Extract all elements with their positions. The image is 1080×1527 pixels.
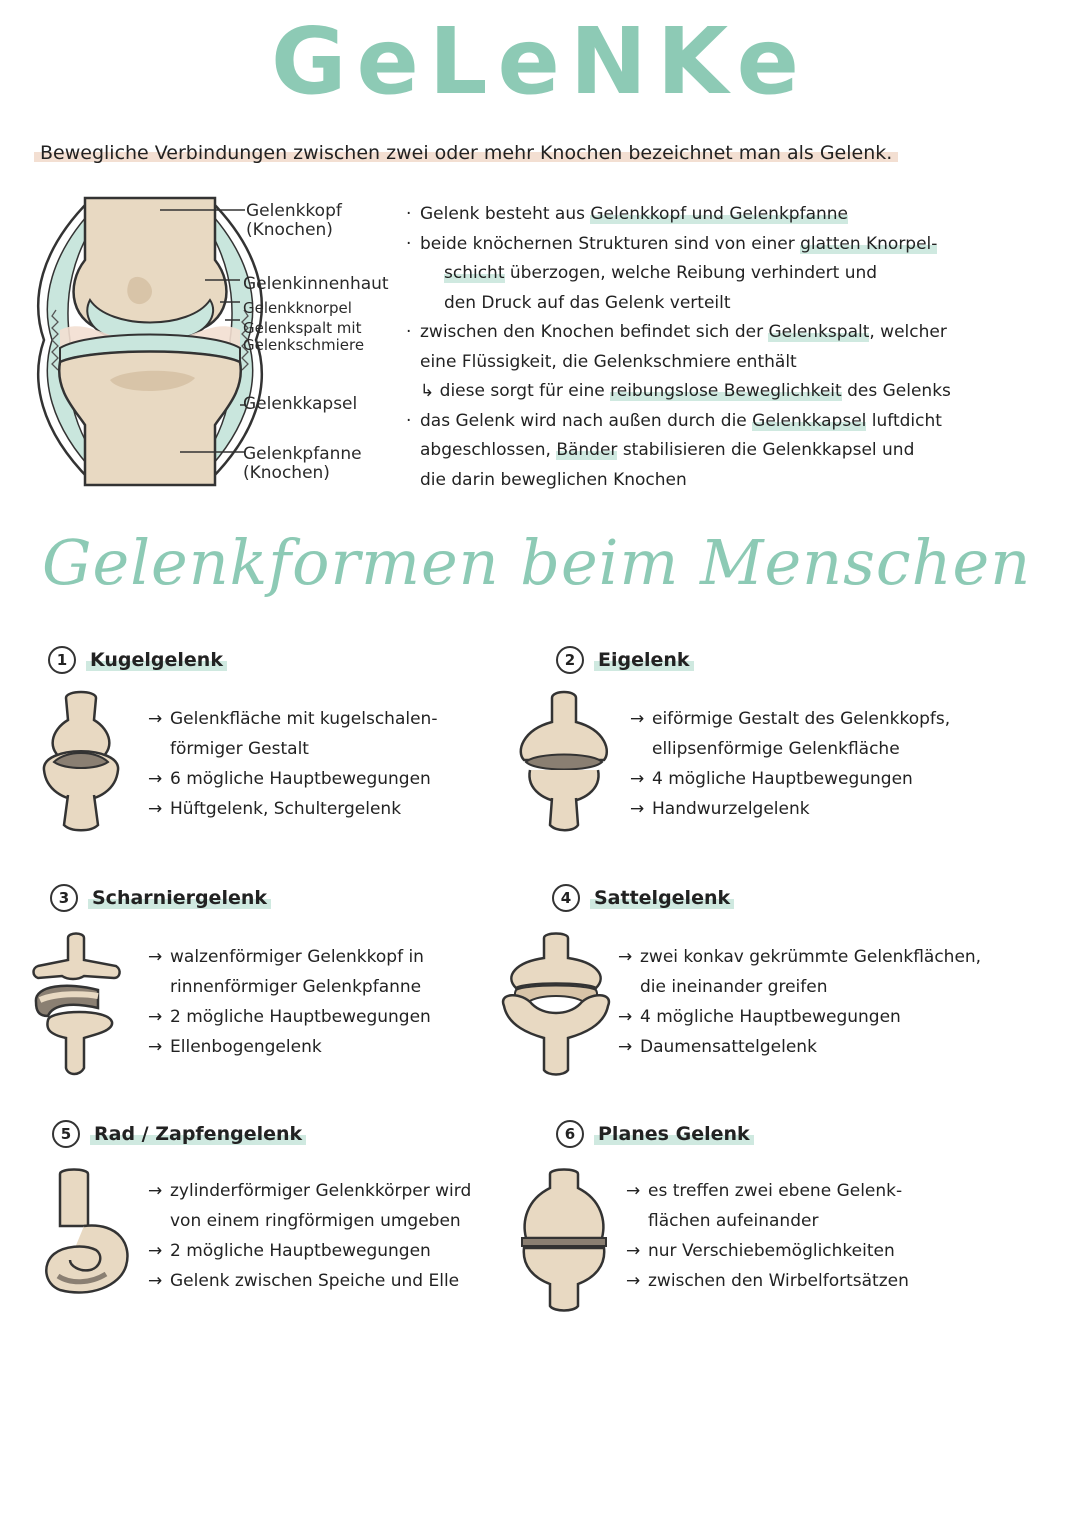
joint-desc-kugelgelenk — [148, 704, 437, 824]
desc-line: flächen aufeinander — [648, 1211, 819, 1231]
desc-line: → Gelenk zwischen Speiche und Elle — [148, 1271, 460, 1291]
joint-desc-sattelgelenk — [618, 942, 981, 1062]
section-subtitle: Gelenkformen beim Menschen — [42, 526, 1032, 599]
desc-line: → Hüftgelenk, Schultergelenk — [148, 799, 402, 819]
joint-desc-radgelenk — [148, 1176, 471, 1296]
note-line: schicht überzogen, welche Reibung verhindert und — [444, 263, 878, 283]
plane-joint-icon — [516, 1166, 612, 1316]
desc-line: → Gelenkfläche mit kugelschalen- — [148, 709, 438, 729]
note-line: abgeschlossen, Bänder stabilisieren die Gelenkkapsel und — [420, 440, 915, 460]
desc-line: → eiförmige Gestalt des Gelenkkopfs, — [630, 709, 951, 729]
saddle-joint-icon — [496, 930, 616, 1080]
joint-title-scharniergelenk: 3 Scharniergelenk — [50, 884, 271, 912]
joint-title-eigelenk: 2 Eigelenk — [556, 646, 694, 674]
desc-line: → Daumensattelgelenk — [618, 1037, 817, 1057]
note-line: den Druck auf das Gelenk verteilt — [444, 292, 731, 313]
desc-line: → walzenförmiger Gelenkkopf in — [148, 947, 424, 967]
note-line: · beide knöchernen Strukturen sind von einer glatten Knorpel- — [406, 233, 938, 254]
joint-title-sattelgelenk: 4 Sattelgelenk — [552, 884, 734, 912]
label-gelenkkopf: Gelenkkopf (Knochen) — [246, 201, 342, 240]
intro-definition: Bewegliche Verbindungen zwischen zwei oder mehr Knochen bezeichnet man als Gelenk. — [34, 142, 898, 164]
label-gelenkinnenhaut: Gelenkinnenhaut — [243, 274, 389, 294]
label-gelenkknorpel: Gelenkknorpel — [243, 299, 352, 317]
desc-line: förmiger Gestalt — [170, 739, 309, 759]
desc-line: → Ellenbogengelenk — [148, 1037, 322, 1057]
note-line: die darin beweglichen Knochen — [420, 469, 687, 490]
note-line: eine Flüssigkeit, die Gelenkschmiere enthält — [420, 351, 797, 372]
ellipsoid-joint-icon — [516, 690, 612, 838]
joint-title-kugelgelenk: 1 Kugelgelenk — [48, 646, 227, 674]
desc-line: → 6 mögliche Hauptbewegungen — [148, 769, 431, 789]
desc-line: → 2 mögliche Hauptbewegungen — [148, 1007, 431, 1027]
page-title: GeLeNKe — [271, 8, 809, 115]
note-line: · Gelenk besteht aus Gelenkkopf und Gelenkpfanne — [406, 204, 849, 224]
desc-line: rinnenförmiger Gelenkpfanne — [170, 977, 422, 997]
desc-line: von einem ringförmigen umgeben — [170, 1211, 461, 1231]
ball-joint-icon — [36, 690, 126, 838]
note-line: ↳ diese sorgt für eine reibungslose Beweglichkeit des Gelenks — [420, 381, 951, 401]
label-gelenkpfanne: Gelenkpfanne (Knochen) — [243, 444, 362, 483]
desc-line: → zwei konkav gekrümmte Gelenkflächen, — [618, 947, 982, 967]
hinge-joint-icon — [28, 930, 128, 1080]
joint-title-planes-gelenk: 6 Planes Gelenk — [556, 1120, 754, 1148]
desc-line: → 4 mögliche Hauptbewegungen — [618, 1007, 901, 1027]
joint-desc-eigelenk — [630, 704, 950, 824]
joint-desc-planes-gelenk — [626, 1176, 909, 1296]
note-line: · das Gelenk wird nach außen durch die Gelenkkapsel luftdicht — [406, 410, 942, 431]
label-gelenkspalt: Gelenkspalt mit Gelenkschmiere — [243, 319, 365, 354]
desc-line: → 2 mögliche Hauptbewegungen — [148, 1241, 431, 1261]
desc-line: → zylinderförmiger Gelenkkörper wird — [148, 1181, 472, 1201]
desc-line: → nur Verschiebemöglichkeiten — [626, 1241, 895, 1261]
joint-desc-scharniergelenk — [148, 942, 431, 1062]
pivot-joint-icon — [40, 1166, 136, 1302]
desc-line: ellipsenförmige Gelenkfläche — [652, 739, 900, 759]
desc-line: die ineinander greifen — [640, 977, 828, 997]
label-gelenkkapsel: Gelenkkapsel — [243, 394, 358, 414]
desc-line: → 4 mögliche Hauptbewegungen — [630, 769, 913, 789]
desc-line: → Handwurzelgelenk — [630, 799, 810, 819]
desc-line: → es treffen zwei ebene Gelenk- — [626, 1181, 903, 1201]
desc-line: → zwischen den Wirbelfortsätzen — [626, 1271, 909, 1291]
joint-title-radgelenk: 5 Rad / Zapfengelenk — [52, 1120, 306, 1148]
joint-notes — [406, 200, 1040, 495]
note-line: · zwischen den Knochen befindet sich der Gelenkspalt, welcher — [406, 322, 947, 342]
